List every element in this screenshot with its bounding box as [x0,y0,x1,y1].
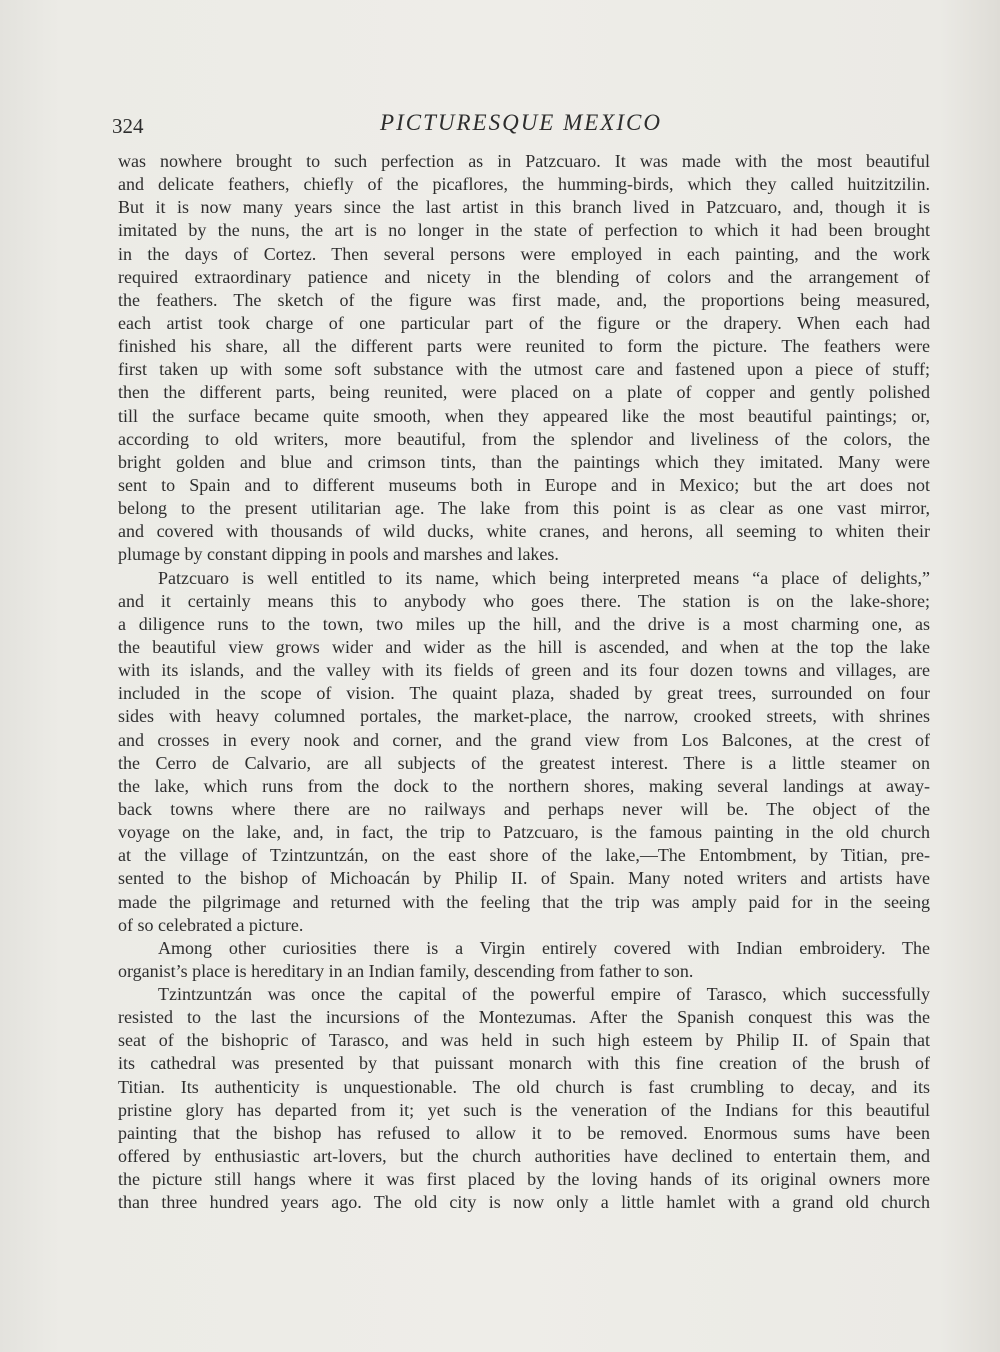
text-line: a diligence runs to the town, two miles up the hill, and the drive is a most charming one, as [118,613,930,634]
page-number: 324 [112,114,144,138]
text-line: Patzcuaro is well entitled to its name, which being interpreted means “a place of delights,” [158,567,930,588]
paragraph [118,983,930,1214]
text-line: back towns where there are no railways and perhaps never will be. The object of the [118,798,930,819]
text-line: with its islands, and the valley with its fields of green and its four dozen towns and villages, are [118,660,930,681]
text-line: the picture still hangs where it was first placed by the loving hands of its original owners more [118,1169,930,1190]
text-line: and delicate feathers, chiefly of the picaflores, the humming-birds, which they called huitzitzilin. [118,174,930,195]
text-line: the feathers. The sketch of the figure was first made, and, the proportions being measured, [118,289,930,310]
paragraph [118,150,930,567]
text-line: Tzintzuntzán was once the capital of the powerful empire of Tarasco, which successfully [158,984,930,1005]
text-line: pristine glory has departed from it; yet such is the veneration of the Indians for this beautiful [118,1099,930,1120]
text-line: than three hundred years ago. The old city is now only a little hamlet with a grand old church [118,1192,930,1213]
text-line: Among other curiosities there is a Virgin entirely covered with Indian embroidery. The [158,937,930,958]
text-line: the beautiful view grows wider and wider as the hill is ascended, and when at the top the lake [118,636,930,657]
running-title: PICTURESQUE MEXICO [380,110,662,135]
text-line: required extraordinary patience and nicety in the blending of colors and the arrangement of [118,266,930,287]
text-line: sent to Spain and to different museums both in Europe and in Mexico; but the art does not [118,474,930,495]
text-line: first taken up with some soft substance with the utmost care and fastened upon a piece of stuff; [118,359,930,380]
text-line: bright golden and blue and crimson tints, than the paintings which they imitated. Many were [118,451,930,472]
text-line: according to old writers, more beautiful, from the splendor and liveliness of the colors, the [118,428,930,449]
text-line: and covered with thousands of wild ducks, white cranes, and herons, all seeming to whiten their [118,521,930,542]
text-line: was nowhere brought to such perfection as in Patzcuaro. It was made with the most beautiful [118,151,930,171]
text-line: offered by enthusiastic art-lovers, but the church authorities have declined to entertain them, and [118,1146,930,1167]
text-line: at the village of Tzintzuntzán, on the east shore of the lake,—The Entombment, by Titian, pre- [118,845,930,866]
paragraph [118,937,930,983]
text-line: resisted to the last the incursions of the Montezumas. After the Spanish conquest this was the [118,1007,930,1028]
text-line: painting that the bishop has refused to allow it to be removed. Enormous sums have been [118,1122,930,1143]
text-line: Titian. Its authenticity is unquestionable. The old church is fast crumbling to decay, and its [118,1076,930,1097]
text-line: finished his share, all the different parts were reunited to form the picture. The feathers were [118,336,930,357]
text-line: till the surface became quite smooth, when they appeared like the most beautiful paintings; or, [118,405,930,426]
text-line: then the different parts, being reunited, were placed on a plate of copper and gently polished [118,382,930,403]
text-line: and it certainly means this to anybody who goes there. The station is on the lake-shore; [118,590,930,611]
text-line: included in the scope of vision. The quaint plaza, shaded by great trees, surrounded on four [118,683,930,704]
body-text [118,150,930,1214]
text-line: each artist took charge of one particular part of the figure or the drapery. When each had [118,312,930,333]
text-line: But it is now many years since the last artist in this branch lived in Patzcuaro, and, though it is [118,197,930,218]
text-line: and crosses in every nook and corner, and the grand view from Los Balcones, at the crest of [118,729,930,750]
text-line: voyage on the lake, and, in fact, the trip to Patzcuaro, is the famous painting in the old church [118,822,930,843]
paragraph [118,567,930,937]
text-line: its cathedral was presented by that puissant monarch with this fine creation of the brush of [118,1053,930,1074]
text-line: in the days of Cortez. Then several persons were employed in each painting, and the work [118,243,930,264]
text-line: the lake, which runs from the dock to the northern shores, making several landings at away- [118,775,930,796]
text-line: seat of the bishopric of Tarasco, and was held in such high esteem by Philip II. of Spain that [118,1030,930,1051]
text-line: organist’s place is hereditary in an Indian family, descending from father to son. [118,960,694,981]
text-line: made the pilgrimage and returned with the feeling that the trip was amply paid for in the seeing [118,891,930,912]
text-line: of so celebrated a picture. [118,914,304,935]
text-line: the Cerro de Calvario, are all subjects of the greatest interest. There is a little steamer on [118,752,930,773]
text-line: sented to the bishop of Michoacán by Philip II. of Spain. Many noted writers and artists have [118,868,930,889]
text-line: belong to the present utilitarian age. The lake from this point is as clear as one vast mirror, [118,498,930,519]
text-line: sides with heavy columned portales, the market-place, the narrow, crooked streets, with shrines [118,706,930,727]
text-line: plumage by constant dipping in pools and marshes and lakes. [118,544,559,565]
page-header [112,108,930,142]
text-line: imitated by the nuns, the art is no longer in the state of perfection to which it had been brought [118,220,930,241]
